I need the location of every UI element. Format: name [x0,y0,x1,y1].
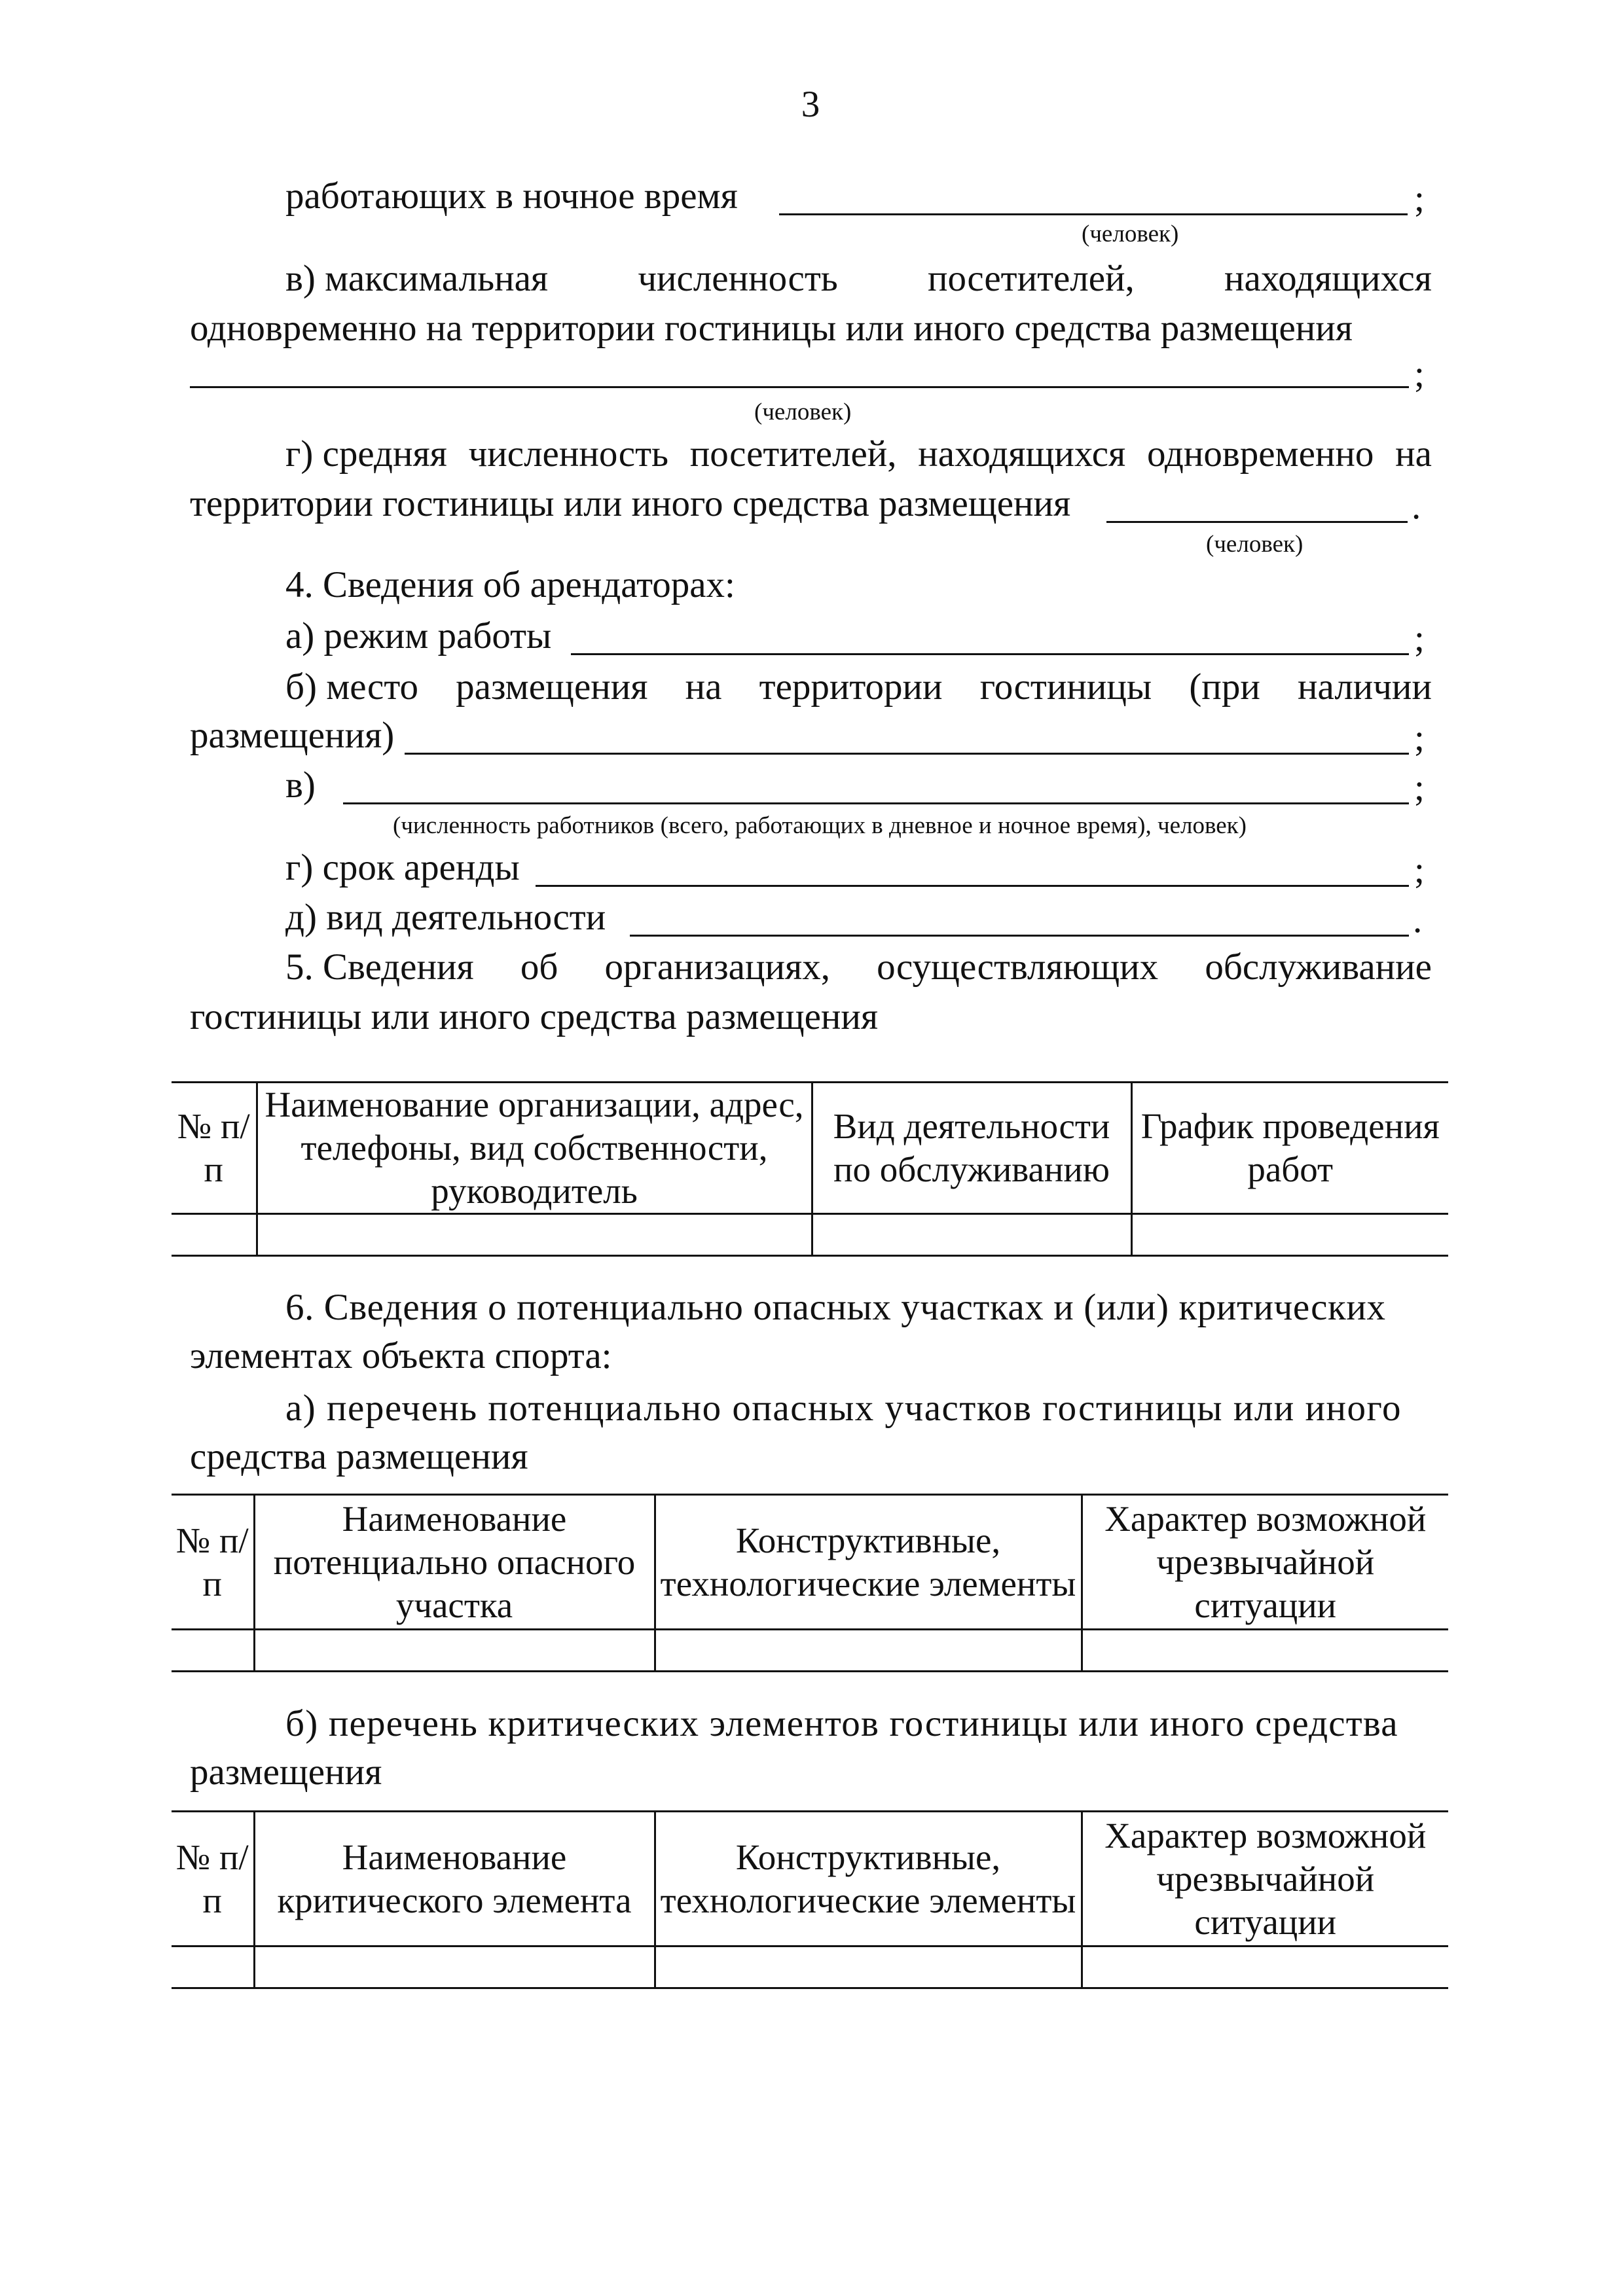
section4-g-end: ; [1414,850,1425,891]
item-3v-line2: одновременно на территории гостиницы или иного средства размещения [190,308,1353,349]
item-3v-line1 [285,258,1432,300]
section5-word: обслуживание [1205,946,1432,988]
table-cell[interactable] [1082,1630,1448,1672]
table-cell[interactable] [812,1214,1131,1256]
night-workers-unit: (человек) [1082,221,1179,247]
section6-b-line1: б) перечень критических элементов гостиницы или иного средства [285,1703,1398,1744]
section4-b-word: б) место [285,666,418,708]
table-header-row [172,1812,1448,1946]
section4-d-field[interactable] [630,935,1409,937]
table-cell[interactable] [1082,1946,1448,1988]
service-organizations-table [172,1081,1448,1257]
section5-word: об [520,946,558,988]
column-header: № п/п [172,1495,254,1630]
section5-line2: гостиницы или иного средства размещения [190,996,879,1037]
column-header: Характер возможной чрезвычайной ситуации [1082,1812,1448,1946]
section4-b-word: наличии [1298,666,1432,708]
section4-v-end: ; [1414,767,1425,808]
section4-b-line2: размещения) [190,715,395,756]
item-3g-field[interactable] [1106,521,1408,523]
section4-title: 4. Сведения об арендаторах: [285,564,735,605]
column-header: Наименование организации, адрес, телефоны, вид собственности, руководитель [257,1083,812,1214]
section6-line1: 6. Сведения о потенциально опасных участках и (или) критических [285,1287,1386,1328]
section4-d-end: . [1413,899,1423,941]
item-3v-end: ; [1414,353,1425,395]
section4-b-word: территории [759,666,943,708]
section6-b-line2: размещения [190,1751,382,1793]
section4-v-field[interactable] [343,802,1409,804]
section4-a-field[interactable] [571,653,1409,655]
item-3g-word: посетителей, [689,433,897,475]
table-cell[interactable] [172,1214,257,1256]
table-cell[interactable] [257,1214,812,1256]
item-3g-end: . [1412,486,1421,527]
column-header: Вид деятельности по обслуживанию [812,1083,1131,1214]
section4-b-word: размещения [456,666,648,708]
page-number: 3 [801,84,820,125]
section5-line1 [285,946,1432,988]
item-3g-line1 [285,433,1432,475]
item-3g-word: на [1395,433,1432,475]
section4-b-word: (при [1189,666,1260,708]
table-row [172,1630,1448,1672]
item-3g-unit: (человек) [1206,531,1304,558]
section4-b-line1 [285,666,1432,708]
section4-g-field[interactable] [536,885,1409,887]
table-cell[interactable] [172,1630,254,1672]
table-cell[interactable] [172,1946,254,1988]
section4-b-word: на [685,666,722,708]
table-cell[interactable] [1131,1214,1448,1256]
item-3g-word: г) средняя [285,433,447,475]
night-workers-end: ; [1414,178,1425,219]
section5-word: 5. Сведения [285,946,474,988]
table-header-row [172,1495,1448,1630]
item-3g-line2: территории гостиницы или иного средства размещения [190,483,1071,524]
section4-b-field[interactable] [405,753,1409,755]
table-row [172,1946,1448,1988]
column-header: Наименование потенциально опасного участка [254,1495,655,1630]
item-3v-field[interactable] [190,386,1409,388]
section6-a-line1: а) перечень потенциально опасных участков гостиницы или иного [285,1388,1402,1429]
section6-a-line2: средства размещения [190,1436,528,1477]
section5-word: организациях, [604,946,830,988]
item-3v-unit: (человек) [754,399,852,425]
column-header: Конструктивные, технологические элементы [655,1812,1082,1946]
item-3g-word: одновременно [1146,433,1374,475]
section4-a-end: ; [1414,618,1425,659]
column-header: Характер возможной чрезвычайной ситуации [1082,1495,1448,1630]
item-3v-word: посетителей, [927,258,1135,299]
column-header: Конструктивные, технологические элементы [655,1495,1082,1630]
column-header: Наименование критического элемента [254,1812,655,1946]
item-3v-word: численность [638,258,838,299]
column-header: № п/п [172,1812,254,1946]
item-3v-word: в) максимальная [285,258,549,299]
table-cell[interactable] [655,1946,1082,1988]
table-cell[interactable] [254,1630,655,1672]
section4-a-label: а) режим работы [285,615,552,656]
item-3v-word: находящихся [1224,258,1432,299]
section4-v-label: в) [285,764,316,806]
table-header-row [172,1083,1448,1214]
night-workers-label: работающих в ночное время [285,175,738,217]
item-3g-word: численность [468,433,668,475]
column-header: График проведения работ [1131,1083,1448,1214]
column-header: № п/п [172,1083,257,1214]
section4-b-end: ; [1414,717,1425,759]
section4-d-label: д) вид деятельности [285,897,606,938]
table-row [172,1214,1448,1256]
section5-word: осуществляющих [877,946,1159,988]
table-cell[interactable] [655,1630,1082,1672]
critical-elements-table [172,1810,1448,1989]
section4-v-caption: (численность работников (всего, работающих в дневное и ночное время), человек) [393,812,1247,839]
item-3g-word: находящихся [918,433,1126,475]
section4-g-label: г) срок аренды [285,847,520,888]
hazardous-areas-table [172,1494,1448,1672]
night-workers-field[interactable] [779,213,1408,215]
table-cell[interactable] [254,1946,655,1988]
section6-line2: элементах объекта спорта: [190,1335,612,1376]
section4-b-word: гостиницы [979,666,1152,708]
